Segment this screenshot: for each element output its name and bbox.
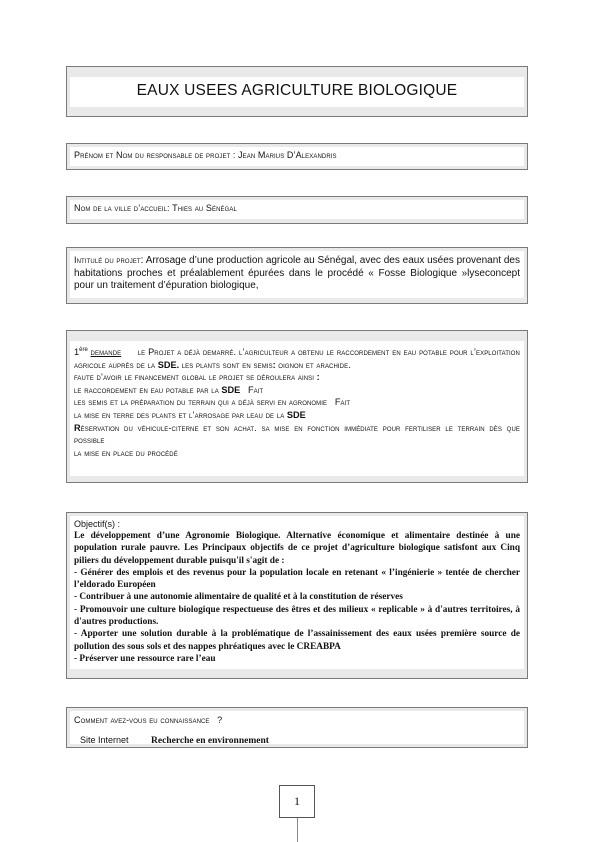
objectif-body [74,530,520,665]
demande-sup: ère [79,347,88,353]
page-number-line [297,818,298,842]
demande-l6-initial: R [74,422,81,433]
objectif-line: - Préserver une ressource rare l’eau [74,653,216,664]
ville-value: Thies au Sénégal [172,203,237,213]
demande-box: 1ère demande le Projet a déjà demarré. l’agriculteur a obtenu le raccordement en eau potable pour l’exploitation agricole auprès de la SDE. les plants sont en semis: oignon et arachide. faute d’avoir le financement global le projet se déroulera ainsi : le raccordement en eau potable par la SDE Fait les semis et la préparation du terrain qui a déjà servi en agronomie Fait la mise en terre des plants et l’arrosage par leau de la SDE Réservation du véhicule-citerne et son achat. sa mise en fonction immédiate pour fertiliser le terrain dès que possible la mise en place du procédé [66,330,528,483]
objectif-line: - Apporter une solution durable à la problématique de l’assainissement des eaux usées première source de pollution des sous sols et des nappes phréatiques avec le CREABPA [74,629,520,652]
demande-number: 1 [74,347,80,358]
objectif-label: Objectif(s) : [74,519,121,529]
demande-p1c: oignon et arachide. [278,359,351,370]
responsable-label: Prénom et Nom du responsable de projet : [74,150,236,160]
page-number: 1 [279,785,315,818]
demande-p1b: les plants sont en semis [181,359,273,370]
demande-word: demande [90,347,122,358]
intitule-box [66,247,528,304]
demande-l5: la mise en terre des plants et l’arrosage par leau de la [74,410,285,421]
demande-sde-1: SDE. [157,359,180,370]
intitule-label: Intitulé du projet [74,255,141,265]
demande-l4: les semis et la préparation du terrain qui a déjà servi en agronomie [74,397,328,408]
intitule-text: : Arrosage d’une production agricole au Sénégal, avec des eaux usées provenant des habitations proches et préalablement épurées dans le procédé « Fosse Biologique »lyseconcept pour un traitement d’épuration biologique, [74,255,520,291]
demande-p1: le Projet a déjà demarré. l’agriculteur a obtenu le raccordement en eau potable pour l’exploitation agricole auprès de la [74,347,520,370]
ville-label: Nom de la ville d’accueil: [74,203,170,213]
objectif-line: - Promouvoir une culture biologique respectueuse des êtres et des milieux « replicable » à d'autres territoires, à d'autres productions. [74,604,520,628]
demande-l7: la mise en place du procédé [74,447,178,458]
responsable-box [66,143,528,170]
demande-l6: éservation du véhicule-citerne et son achat. sa mise en fonction immédiate pour fertiliser le terrain dès que possible [74,422,520,446]
demande-l3: le raccordement en eau potable par la [74,384,219,395]
demande-l4-end: Fait [334,397,351,408]
objectif-line: Le développement d’une Agronomie Biologique. Alternative économique et alimentaire destinée à une population rurale pauvre. Les Principaux objectifs de ce projet d’agriculture biologique satisfont aux Cinq piliers du développement durable puisqu'il s'agit de : [74,531,520,566]
objectif-box [66,512,528,679]
demande-l3-sde: SDE [221,384,241,395]
demande-l5-sde: SDE [286,410,306,421]
page-title: EAUX USEES AGRICULTURE BIOLOGIQUE [136,82,458,99]
demande-l3-end: Fait [247,384,264,395]
connaissance-detail: Recherche en environnement [151,735,269,746]
demande-l2: faute d’avoir le financement global le projet se déroulera ainsi [74,372,315,383]
objectif-line: - Générer des emplois et des revenus pour la population locale en retenant « l’ingénierie » tentée de chercher l’eldorado Européen [74,567,520,591]
connaissance-label: Comment avez-vous eu connaissance [74,715,210,725]
responsable-value: Jean Marius D’Alexandris [238,150,337,160]
connaissance-source: Site Internet [80,734,129,745]
connaissance-question: ? [217,715,223,725]
connaissance-box [66,707,528,748]
objectif-line: - Contribuer à une autonomie alimentaire de qualité et à la constitution de réserves [74,592,403,603]
ville-box [66,196,528,224]
title-box [66,66,528,117]
